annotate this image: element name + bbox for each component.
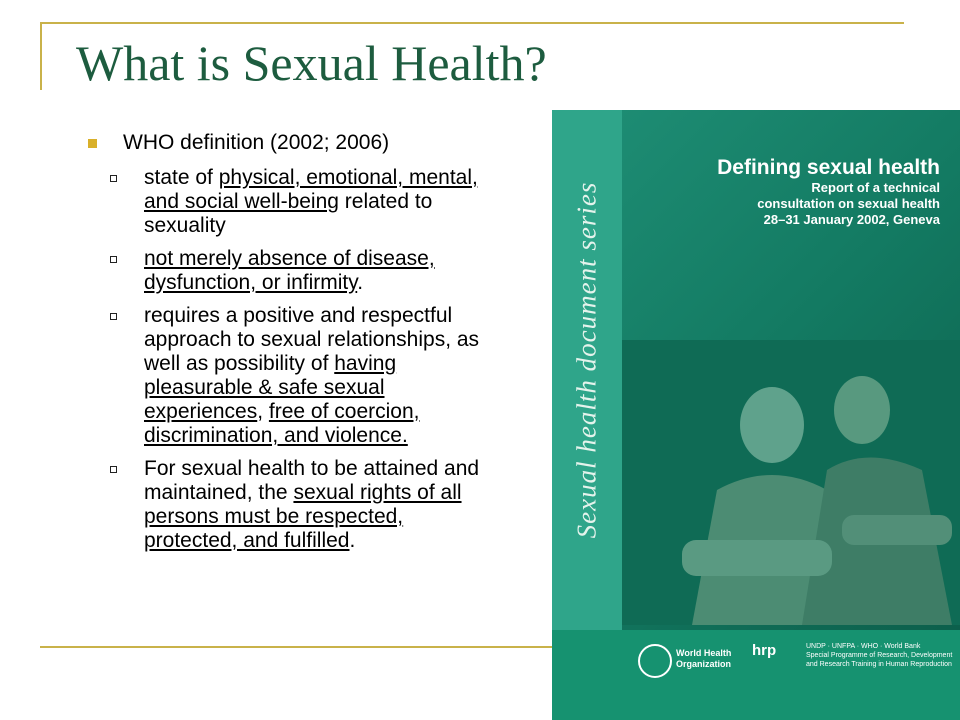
cover-title: Defining sexual health (717, 156, 940, 179)
top-rule (40, 22, 904, 24)
bullet-who-definition (84, 130, 514, 156)
cover-subtitle-line: consultation on sexual health (757, 196, 940, 211)
hollow-square-bullet-icon (110, 175, 117, 182)
cover-heading (717, 156, 940, 228)
series-band (552, 110, 622, 630)
sub-bullet-4 (110, 457, 514, 553)
left-rule (40, 22, 42, 90)
hrp-description: UNDP · UNFPA · WHO · World Bank Special Programme of Research, Development and Research Training in Human Reproduction (806, 643, 953, 668)
slide-content (84, 130, 514, 562)
series-label: Sexual health document series (571, 181, 602, 539)
slide-title: What is Sexual Health? (76, 35, 547, 91)
cover-subtitle-line: Report of a technical (811, 180, 940, 195)
sub-bullet-2 (110, 247, 514, 295)
hrp-logo: hrp (752, 642, 777, 659)
sub-bullet-text: state of physical, emotional, mental, and social well-being related to sexuality (144, 166, 478, 237)
sub-bullet-1 (110, 166, 514, 238)
square-bullet-icon (88, 139, 97, 148)
who-emblem-icon (638, 644, 672, 678)
cover-subtitle-line: 28–31 January 2002, Geneva (763, 212, 940, 227)
cover-footer (552, 630, 960, 720)
sub-bullet-3 (110, 304, 514, 448)
who-name: World Health Organization (676, 648, 732, 669)
hollow-square-bullet-icon (110, 466, 117, 473)
cover-photo (622, 340, 960, 625)
sub-bullet-text: not merely absence of disease, dysfunction, or infirmity. (144, 247, 435, 294)
report-cover-image (552, 110, 960, 720)
sub-bullet-text: requires a positive and respectful approach to sexual relationships, as well as possibility of having pleasurable & safe sexual experiences, free of coercion, discrimination, and violence. (144, 304, 480, 447)
hollow-square-bullet-icon (110, 313, 117, 320)
bullet-text: WHO definition (2002; 2006) (123, 131, 390, 154)
hollow-square-bullet-icon (110, 256, 117, 263)
sub-bullet-text: For sexual health to be attained and maintained, the sexual rights of all persons must be respected, protected, and fulfilled. (144, 457, 480, 552)
